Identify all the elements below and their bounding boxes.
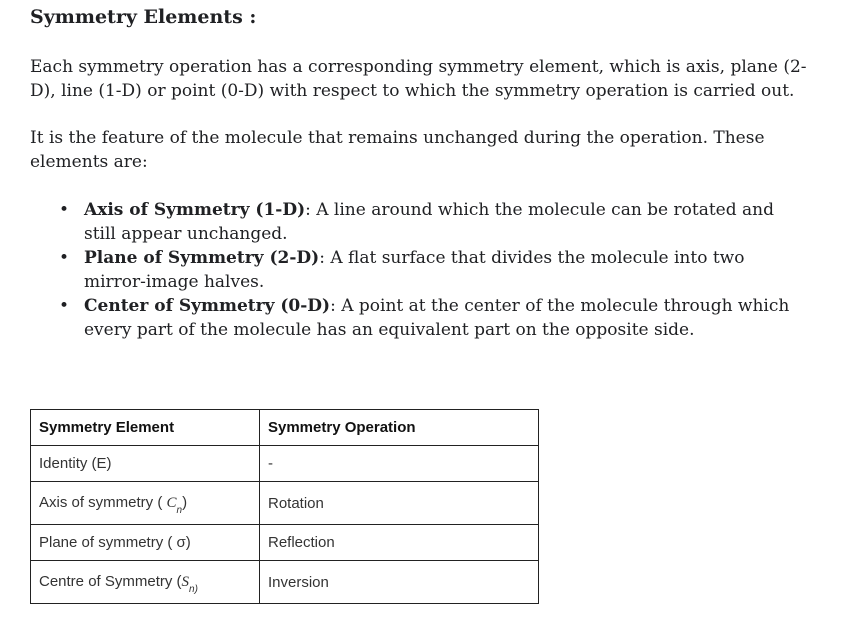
- element-text: Plane of symmetry ( σ): [39, 534, 191, 551]
- table-row: [31, 446, 539, 482]
- table-row: [31, 482, 539, 525]
- element-cell: [31, 446, 260, 482]
- element-cell: [31, 482, 260, 525]
- operation-cell: Rotation: [260, 482, 539, 525]
- bullet-icon: •: [59, 296, 70, 316]
- list-item-term: Axis of Symmetry (1-D): [84, 200, 306, 220]
- list-item-term: Center of Symmetry (0-D): [84, 296, 331, 316]
- element-text: Centre of Symmetry (: [39, 573, 182, 590]
- list-item: [30, 246, 790, 294]
- element-symbol: S: [181, 574, 190, 590]
- operation-cell: -: [260, 446, 539, 482]
- table-header-row: [31, 410, 539, 446]
- element-subscript: n: [176, 505, 183, 516]
- element-text: Identity (E): [39, 455, 112, 472]
- header-symmetry-element: Symmetry Element: [31, 410, 260, 446]
- element-symbol: C: [166, 495, 177, 511]
- symmetry-table: [30, 409, 539, 604]
- bullet-icon: •: [59, 248, 70, 268]
- section-heading: Symmetry Elements :: [30, 6, 257, 28]
- header-symmetry-operation: Symmetry Operation: [260, 410, 539, 446]
- operation-cell: Inversion: [260, 561, 539, 604]
- list-item: [30, 294, 790, 342]
- list-item-description: : A point at the center of the molecule through which every part of the molecule has an equivalent part on the opposite side.: [84, 296, 790, 340]
- element-text: Axis of symmetry (: [39, 494, 167, 511]
- symmetry-elements-list: [30, 198, 790, 342]
- list-item-term: Plane of Symmetry (2-D): [84, 248, 320, 268]
- feature-paragraph: It is the feature of the molecule that remains unchanged during the operation. These elements are:: [30, 128, 765, 172]
- list-item-description: : A flat surface that divides the molecule into two mirror-image halves.: [84, 248, 745, 292]
- element-subscript: n): [189, 584, 198, 595]
- list-item: [30, 198, 790, 246]
- operation-cell: Reflection: [260, 525, 539, 561]
- table-row: [31, 525, 539, 561]
- table-row: [31, 561, 539, 604]
- element-suffix: ): [182, 494, 188, 511]
- intro-paragraph: Each symmetry operation has a corresponding symmetry element, which is axis, plane (2-D), line (1-D) or point (0-D) with respect to which the symmetry operation is carried out.: [30, 57, 807, 101]
- element-cell: [31, 561, 260, 604]
- list-item-description: : A line around which the molecule can be rotated and still appear unchanged.: [84, 200, 774, 244]
- bullet-icon: •: [59, 200, 70, 220]
- element-cell: [31, 525, 260, 561]
